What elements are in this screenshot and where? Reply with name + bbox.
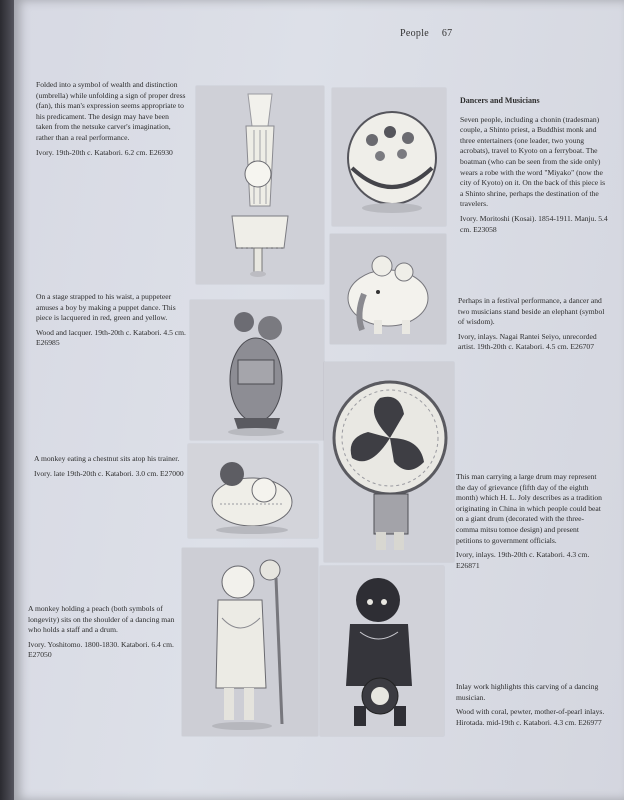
caption-description: A monkey eating a chestnut sits atop his trainer. (34, 454, 180, 463)
caption-description: This man carrying a large drum may represent the day of grievance (fifth day of the eighth month) which H. L. Joly describes as a tradition originating in China in which people could beat on a giant drum (decorated with the three-comma mitsu tomoe design) and present petitions to government officials. (456, 472, 602, 545)
photo-elephant-netsuke (330, 234, 446, 344)
caption-description: Folded into a symbol of wealth and distinction (umbrella) while unfolding a sign of proper dress (fan), this man's expression seems appropriate to his predicament. The design may have been taken from the netsuke carver's imagination, rather than a real performance. (36, 80, 186, 142)
caption-ferryboat (460, 96, 608, 239)
caption-elephant (458, 296, 606, 357)
caption-detail: Wood with coral, pewter, mother-of-pearl inlays. Hirotada. mid-19th c. Katabori. 4.3 cm. E26977 (456, 707, 605, 727)
caption-monkey-peach (28, 604, 178, 665)
caption-description: Perhaps in a festival performance, a dancer and two musicians stand beside an elephant (symbol of wisdom). (458, 296, 605, 327)
caption-detail: Ivory, inlays. 19th-20th c. Katabori. 4.3 cm. E26871 (456, 550, 590, 570)
caption-detail: Ivory. Moritoshi (Kosai). 1854-1911. Manju. 5.4 cm. E23058 (460, 213, 608, 234)
photo-monkey-trainer-netsuke (188, 444, 318, 538)
section-heading: Dancers and Musicians (460, 96, 540, 105)
caption-detail: Ivory, inlays. Nagai Rantei Seiyo, unrecorded artist. 19th-20th c. Katabori. 4.5 cm. E26707 (458, 331, 597, 352)
photo-dancing-musician-netsuke (320, 566, 444, 736)
caption-description: Inlay work highlights this carving of a dancing musician. (456, 682, 599, 702)
caption-detail: Ivory. late 19th-20th c. Katabori. 3.0 cm. E27000 (34, 468, 184, 478)
caption-monkey-trainer (34, 454, 184, 483)
photo-ferryboat-manju (332, 88, 446, 226)
photo-monkey-peach-netsuke (182, 548, 318, 736)
caption-dancing-musician (456, 682, 606, 732)
photo-puppeteer-netsuke (190, 300, 324, 440)
caption-detail: Wood and lacquer. 19th-20th c. Katabori. 4.5 cm. E26985 (36, 327, 186, 348)
caption-detail: Ivory. Yoshitomo. 1800-1830. Katabori. 6.4 cm. E27050 (28, 639, 174, 660)
caption-umbrella-man (36, 80, 186, 162)
page-number: 67 (441, 28, 453, 39)
caption-puppeteer (36, 292, 186, 353)
running-header (400, 28, 462, 39)
book-spine (0, 0, 14, 800)
photo-umbrella-man-netsuke (196, 86, 324, 284)
section-title: People (400, 28, 430, 39)
caption-detail: Ivory. 19th-20th c. Katabori. 6.2 cm. E26930 (36, 147, 173, 157)
caption-drum-man (456, 472, 606, 575)
caption-description: On a stage strapped to his waist, a puppeteer amuses a boy by making a puppet dance. This piece is lacquered in red, green and yellow. (36, 292, 176, 323)
caption-description: A monkey holding a peach (both symbols of longevity) sits on the shoulder of a dancing man who holds a staff and a drum. (28, 604, 175, 635)
photo-drum-man-netsuke (324, 362, 454, 562)
caption-description: Seven people, including a chonin (tradesman) couple, a Shinto priest, a Buddhist monk and three entertainers (one leader, two young acrobats), travel to Kyoto on a ferryboat. The boatman (who can be seen from the side only) wears a robe with the word "Miyako" (now the city of Kyoto) on it. On the back of this piece is a Shinto shrine, perhaps the destination of the travelers. (460, 114, 606, 209)
